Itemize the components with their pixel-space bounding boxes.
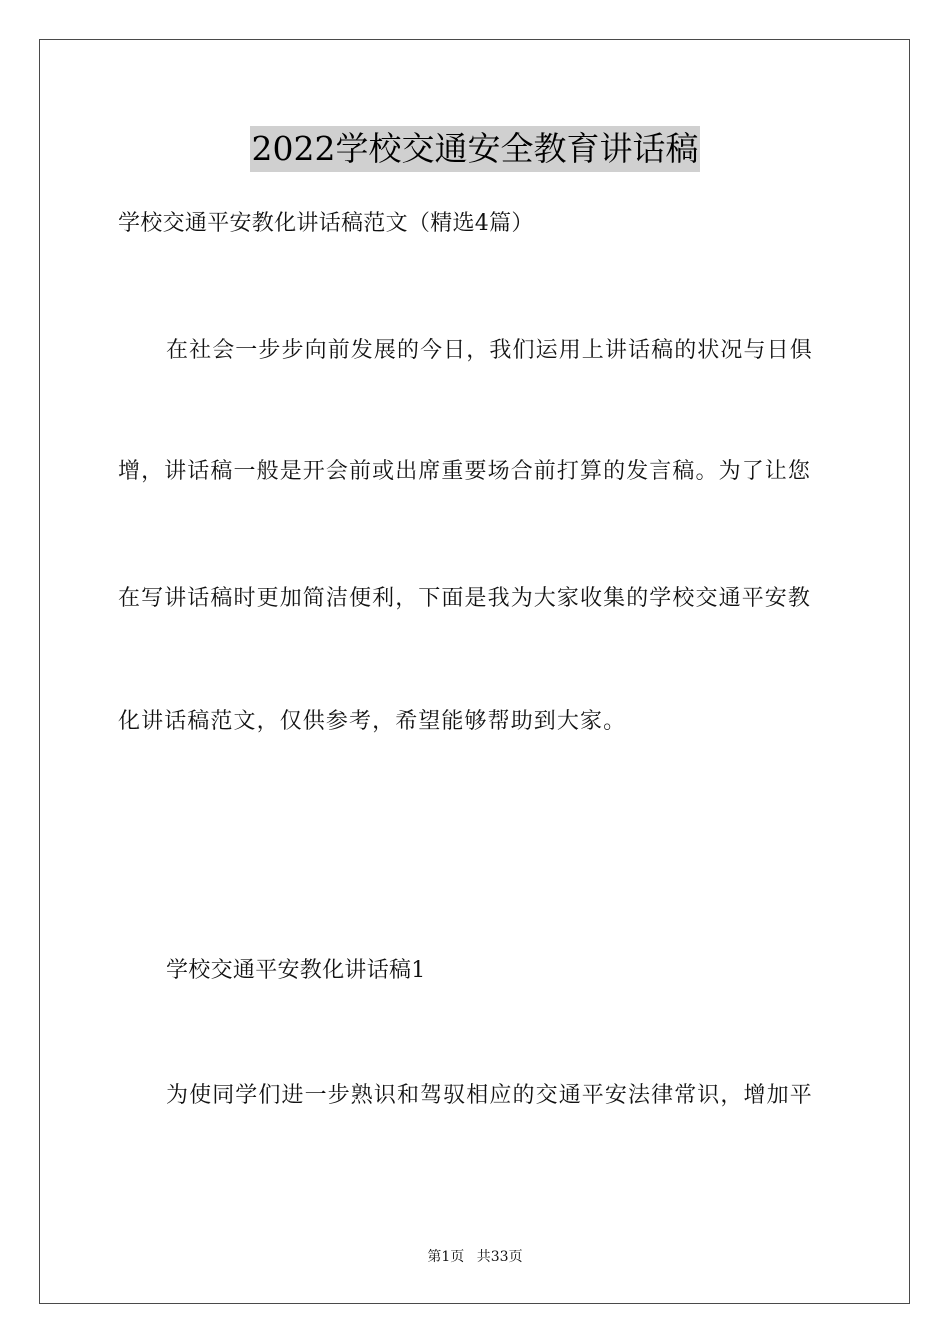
intro-paragraph-line-3: 在写讲话稿时更加简洁便利，下面是我为大家收集的学校交通平安教 xyxy=(118,586,812,611)
document-title-text: 2022学校交通安全教育讲话稿 xyxy=(250,126,701,172)
intro-paragraph-line-4: 化讲话稿范文，仅供参考，希望能够帮助到大家。 xyxy=(118,709,627,734)
page-footer xyxy=(0,1247,950,1267)
intro-paragraph-line-2: 增，讲话稿一般是开会前或出席重要场合前打算的发言稿。为了让您 xyxy=(118,459,812,484)
section-heading: 学校交通平安教化讲话稿1 xyxy=(166,958,426,983)
document-subtitle: 学校交通平安教化讲话稿范文（精选4篇） xyxy=(118,211,534,236)
section-paragraph-line-1: 为使同学们进一步熟识和驾驭相应的交通平安法律常识，增加平 xyxy=(166,1083,813,1108)
page-total: 共33页 xyxy=(476,1249,523,1265)
document-title xyxy=(0,126,950,172)
intro-paragraph-line-1: 在社会一步步向前发展的今日，我们运用上讲话稿的状况与日俱 xyxy=(166,338,813,363)
page-number: 第1页 xyxy=(427,1249,465,1265)
